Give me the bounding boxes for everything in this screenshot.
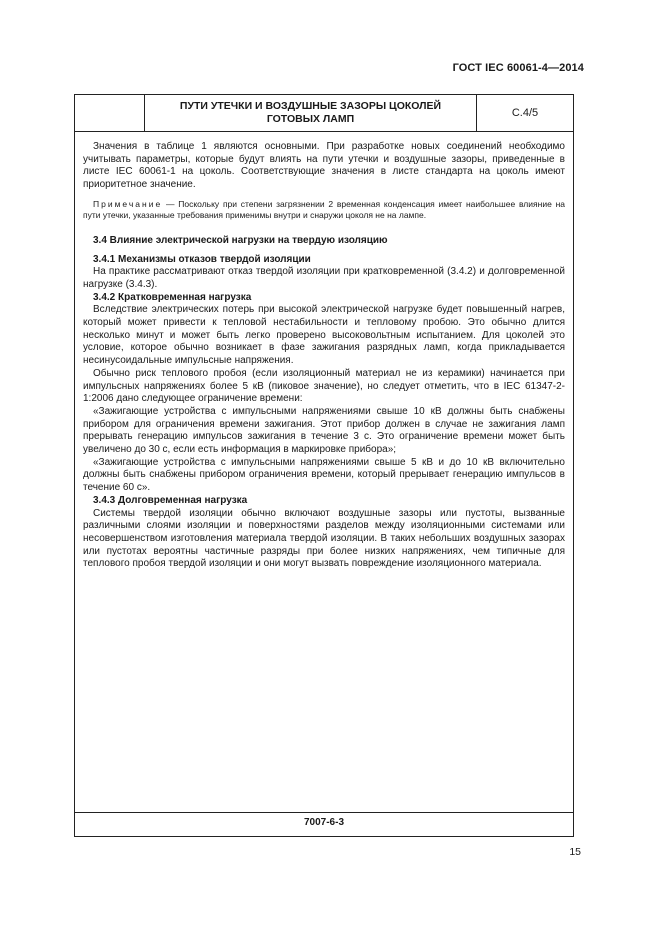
sheet-frame	[74, 94, 574, 837]
section-3-4-3-title: 3.4.3 Долговременная нагрузка	[93, 494, 248, 506]
sheet-content	[83, 141, 565, 571]
section-3-4-2-paragraph-1: Вследствие электрических потерь при высокой электрической нагрузке будет повышенный нагрев, который может привести к тепловой нестабильности и тепловому пробою. Это обычно длится несколько минут и может быть легко проверено высоковольтным испытанием. Для цоколей это условие, которое обычно возникает в фазе зажигания разрядных ламп, когда прикладывается несинусоидальные импульсные напряжения.	[83, 304, 565, 367]
sheet-title: ПУТИ УТЕЧКИ И ВОЗДУШНЫЕ ЗАЗОРЫ ЦОКОЛЕЙ ГОТОВЫХ ЛАМП	[145, 95, 477, 131]
section-3-4-2-title: 3.4.2 Кратковременная нагрузка	[93, 291, 252, 303]
section-3-4-3-text: Системы твердой изоляции обычно включают воздушные зазоры или пустоты, вызванные различными слоями изоляции и поверхностями разделов между изоляционными системами или несовершенством изготовления материала твердой изоляции. В таких небольших воздушных зазорах или пустотах вероятны частичные разряды при более низких напряжениях, чем типичные для теплового пробоя твердой изоляции и они могут вызвать повреждение изоляционного материала.	[83, 507, 565, 570]
note-text: — Поскольку при степени загрязнении 2 временная конденсация имеет наибольшее влияние на пути утечки, указанные требования применимы внутри и снаружи цоколя не на лампе.	[83, 198, 565, 220]
note-label: Примечание	[93, 198, 163, 209]
page-number: 15	[569, 846, 581, 858]
document-code: ГОСТ IEC 60061-4—2014	[452, 62, 584, 74]
note-paragraph	[83, 199, 565, 221]
footer-code: 7007-6-3	[303, 817, 345, 828]
intro-paragraph: Значения в таблице 1 являются основными. При разработке новых соединений необходимо учитывать параметры, которые будут влиять на пути утечки и воздушные зазоры, приведенные в листе IEC 60061-1 на цоколь. Соответствующие значения в листе стандарта на цоколь имеют приоритетное значение.	[83, 141, 565, 191]
sheet-number: С.4/5	[511, 107, 539, 119]
section-3-4-title: 3.4 Влияние электрической нагрузки на твердую изоляцию	[93, 234, 388, 246]
sheet-header	[75, 95, 573, 132]
section-3-4-1-text: На практике рассматривают отказ твердой изоляции при кратковременной (3.4.2) и долговременной нагрузке (3.4.3).	[83, 266, 565, 290]
footer-divider	[75, 812, 573, 813]
section-3-4-1-title: 3.4.1 Механизмы отказов твердой изоляции	[93, 253, 311, 265]
section-3-4-2-paragraph-3: «Зажигающие устройства с импульсными напряжениями свыше 10 кВ должны быть снабжены прибором для ограничения времени зажигания. Этот прибор должен в случае не зажигания ламп прерывать генерацию импульсов зажигания в течение 3 с. Это ограничение времени может быть увеличено до 30 с, если есть информация в маркировке прибора»;	[83, 405, 565, 456]
section-3-4-2-paragraph-2: Обычно риск теплового пробоя (если изоляционный материал не из керамики) начинается при импульсных напряжениях более 5 кВ (пиковое значение), но следует отметить, что в IEC 61347-2-1:2006 дано следующее ограничение времени:	[83, 367, 565, 405]
header-empty-cell	[75, 95, 145, 131]
section-3-4-2-paragraph-4: «Зажигающие устройства с импульсными напряжениями свыше 5 кВ и до 10 кВ включительно должны быть снабжены прибором ограничения времени, который прерывает генерацию импульсов в течение 60 с».	[83, 456, 565, 494]
